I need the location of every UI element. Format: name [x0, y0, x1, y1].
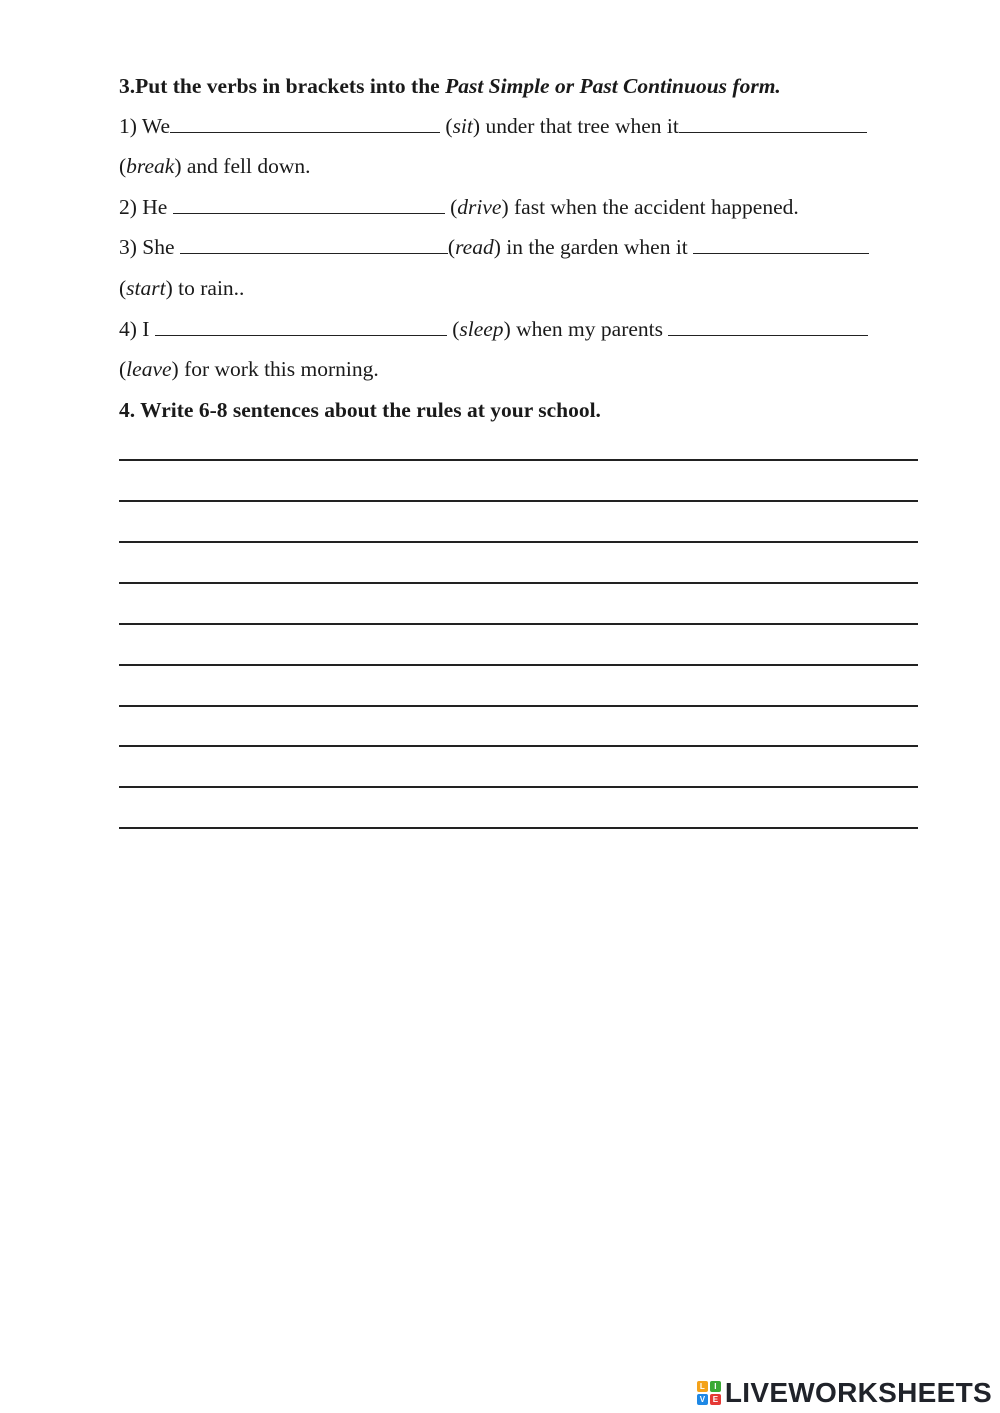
item-1-blank-2[interactable] — [679, 114, 867, 133]
liveworksheets-logo — [697, 1376, 992, 1410]
item-1-verb-2: break — [126, 154, 175, 178]
item-3-blank-1[interactable] — [180, 235, 448, 254]
item-2-end: fast when the accident happened. — [508, 195, 799, 219]
item-1-end: and fell down. — [181, 154, 311, 178]
answer-line[interactable] — [119, 623, 918, 625]
item-3-verb-2: start — [126, 276, 166, 300]
item-1-blank-1[interactable] — [170, 114, 440, 133]
logo-tile-l: L — [697, 1381, 708, 1392]
item-3-number: 3) She — [119, 235, 180, 259]
item-4-mid: when my parents — [510, 317, 669, 341]
item-3-verb-1: read — [455, 235, 494, 259]
answer-line[interactable] — [119, 541, 918, 543]
item-4-blank-1[interactable] — [155, 317, 447, 336]
item-4-verb-2: leave — [126, 357, 172, 381]
answer-line[interactable] — [119, 786, 918, 788]
answer-line[interactable] — [119, 582, 918, 584]
exercise-3-heading-bold: 3.Put the verbs in brackets into the — [119, 74, 446, 98]
exercise-3-heading — [119, 72, 919, 100]
exercise-3-item-1-cont: (break) and fell down. — [119, 154, 311, 178]
item-1-mid: under that tree when it — [480, 114, 679, 138]
logo-tile-v: V — [697, 1394, 708, 1405]
item-2-blank-1[interactable] — [173, 195, 445, 214]
exercise-3-item-3-cont: (start) to rain.. — [119, 276, 245, 300]
item-4-number: 4) I — [119, 317, 155, 341]
exercise-3-item-4-cont: (leave) for work this morning. — [119, 357, 379, 381]
logo-tile-e: E — [710, 1394, 721, 1405]
exercise-3-heading-italic: Past Simple or Past Continuous form. — [445, 74, 781, 98]
answer-line[interactable] — [119, 664, 918, 666]
logo-tile-i: I — [710, 1381, 721, 1392]
item-1-number: 1) We — [119, 114, 171, 138]
answer-line[interactable] — [119, 827, 918, 829]
exercise-3-item-4: 4) I (sleep) when my parents — [119, 315, 919, 343]
item-4-verb-1: sleep — [459, 317, 504, 341]
exercise-3-item-2: 2) He (drive) fast when the accident happened. — [119, 195, 799, 219]
item-3-blank-2[interactable] — [693, 235, 869, 254]
answer-line[interactable] — [119, 500, 918, 502]
exercise-3-item-1: 1) We (sit) under that tree when it — [119, 112, 919, 140]
item-4-blank-2[interactable] — [668, 317, 868, 336]
answer-line[interactable] — [119, 705, 918, 707]
item-1-verb-1: sit — [452, 114, 473, 138]
answer-line[interactable] — [119, 745, 918, 747]
item-3-mid: in the garden when it — [500, 235, 694, 259]
item-2-number: 2) He — [119, 195, 173, 219]
answer-line[interactable] — [119, 459, 918, 461]
exercise-4-heading: 4. Write 6-8 sentences about the rules at your school. — [119, 398, 601, 422]
logo-grid-icon — [697, 1381, 721, 1405]
item-2-verb-1: drive — [457, 195, 502, 219]
item-3-end: to rain.. — [172, 276, 245, 300]
exercise-3-item-3: 3) She (read) in the garden when it — [119, 233, 919, 261]
item-4-end: for work this morning. — [178, 357, 379, 381]
brand-name: LIVEWORKSHEETS — [724, 1377, 992, 1408]
